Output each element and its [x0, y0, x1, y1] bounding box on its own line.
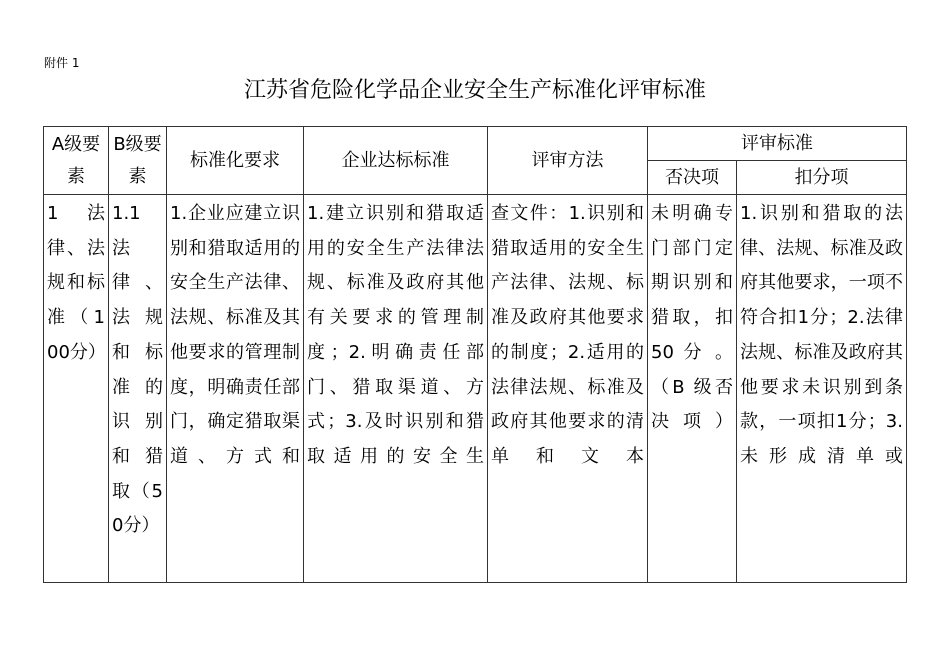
cell-method: 查文件：1.识别和猎取适用的安全生产法律、法规、标准及政府其他要求的制度；2.适用的法律法规、标准及政府其他要求的清单和文本	[488, 195, 648, 583]
cell-deduction: 1.识别和猎取的法律、法规、标准及政府其他要求，一项不符合扣1分；2.法律法规、标准及政府其他要求未识别到条款，一项扣1分；3.未形成清单或	[737, 195, 907, 583]
header-a-level: A级要素	[44, 127, 109, 195]
header-veto: 否决项	[648, 161, 737, 195]
header-method: 评审方法	[488, 127, 648, 195]
attachment-label: 附件 1	[44, 56, 80, 70]
header-compliance: 企业达标标准	[304, 127, 488, 195]
cell-veto: 未明确专门部门定期识别和猎取，扣 50 分 。（B 级否 决项）	[648, 195, 737, 583]
cell-compliance: 1.建立识别和猎取适用的安全生产法律法规、标准及政府其他有关要求的管理制度；2.明确责任部门、猎取渠道、方式；3.及时识别和猎取适用的安全生	[304, 195, 488, 583]
evaluation-table	[43, 126, 907, 583]
cell-b-level: 1.1 法律、法规和标准的识别和猎取（50分）	[109, 195, 167, 583]
header-deduction: 扣分项	[737, 161, 907, 195]
header-b-level: B级要素	[109, 127, 167, 195]
cell-requirement: 1.企业应建立识别和猎取适用的安全生产法律、法规、标准及其他要求的管理制度，明确责任部门，确定猎取渠道、方式和	[167, 195, 304, 583]
document-title: 江苏省危险化学品企业安全生产标准化评审标准	[243, 78, 706, 103]
header-requirement: 标准化要求	[167, 127, 304, 195]
cell-a-level: 1 法律、法规和标准（100分）	[44, 195, 109, 583]
header-criteria: 评审标准	[648, 127, 907, 161]
